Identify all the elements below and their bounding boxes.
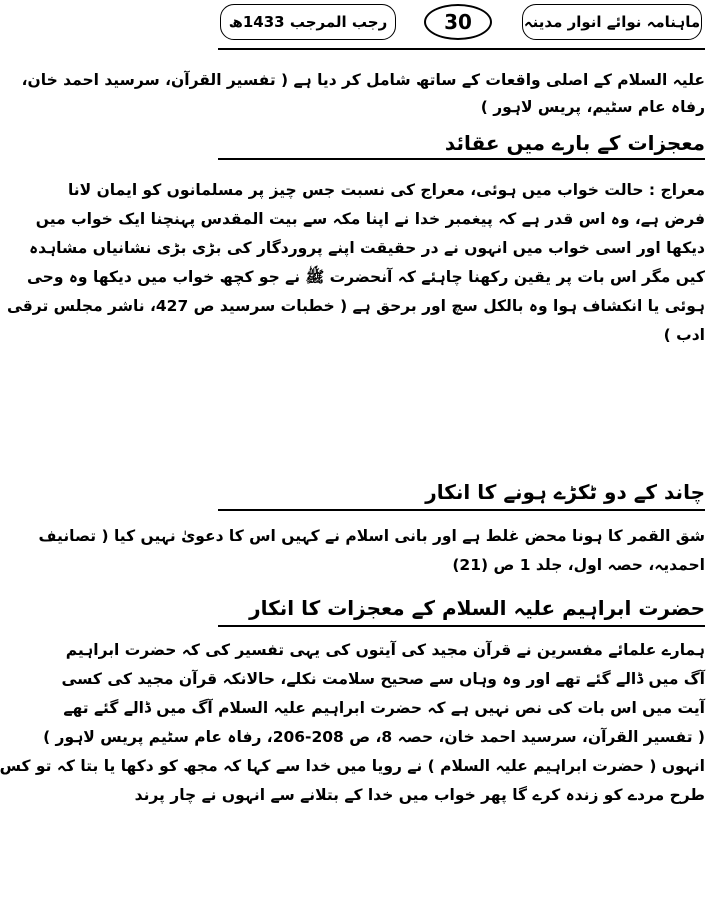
section-2-line-2: احمدیہ، حصہ اول، جلد 1 ص (21) [452,556,705,574]
magazine-title [522,4,702,40]
intro-line-1: علیہ السلام کے اصلی واقعات کے ساتھ شامل کر دیا ہے ( تفسیر القرآن، سرسید احمد خان، [21,71,705,89]
section-3-line-1: ہمارے علمائے مفسرین نے قرآن مجید کی آیتوں کی یہی تفسیر کی کہ حضرت ابراہیم [65,641,705,659]
header-divider [218,48,705,50]
section-rule-3 [218,625,705,627]
section-1-line-3: دیکھا اور اسی خواب میں انہوں نے در حقیقت اپنے پروردگار کی بڑی بڑی نشانیاں مشاہدہ [29,239,705,257]
section-3-line-2: آگ میں ڈالے گئے تھے اور وہ وہاں سے صحیح سلامت نکلے، حالانکہ قرآن مجید کی کسی [61,670,705,688]
section-3-line-3: آیت میں اس بات کی نص نہیں ہے کہ حضرت ابراہیم علیہ السلام آگ میں ڈالے گئے تھے [63,699,705,717]
section-rule-1 [218,158,705,160]
page-number [424,4,492,40]
section-3-line-4: ( تفسیر القرآن، سرسید احمد خان، حصہ 8، ص 208-206، رفاہ عام سٹیم پریس لاہور ) [43,728,705,746]
magazine-title-text: ماہنامہ نوائے انوار مدینہ [523,13,701,31]
section-2-line-1: شق القمر کا ہونا محض غلط ہے اور بانی اسلام نے کہیں اس کا دعویٰ نہیں کیا ( تصانیف [38,527,705,545]
issue-date-text: رجب المرجب 1433ھ [228,13,388,31]
section-heading-moon: چاند کے دو ٹکڑے ہونے کا انکار [425,480,705,504]
section-heading-ibrahim: حضرت ابراہیم علیہ السلام کے معجزات کا انکار [249,596,705,620]
section-heading-miracles: معجزات کے بارے میں عقائد [444,131,705,155]
section-3-line-5: انہوں ( حضرت ابراہیم علیہ السلام ) نے رویا میں خدا سے کہا کہ مجھ کو دکھا یا بتا کہ تو کس [0,757,705,775]
section-1-line-2: فرض ہے، وہ اس قدر ہے کہ پیغمبر خدا نے اپنا مکہ سے بیت المقدس پہنچنا ایک خواب میں [35,210,705,228]
intro-line-2: رفاہ عام سٹیم، پریس لاہور ) [480,98,705,116]
issue-date [220,4,396,40]
section-1-line-1: معراج : حالت خواب میں ہوئی، معراج کی نسبت جس چیز پر مسلمانوں کو ایمان لانا [67,181,705,199]
section-3-line-6: طرح مردے کو زندہ کرے گا پھر خواب میں خدا کے بتلانے سے انہوں نے چار پرند [134,786,705,804]
page-number-text: 30 [444,10,472,34]
section-1-line-5: ہوئی یا انکشاف ہوا وہ بالکل سچ اور برحق ہے ( خطبات سرسید ص 427، ناشر مجلس ترقی [6,297,705,315]
section-1-line-6: ادب ) [663,326,705,344]
section-1-line-4: کیں مگر اس بات پر یقین رکھنا چاہئے کہ آنحضرت ﷺ نے جو کچھ خواب میں دیکھا وہ وحی [26,268,705,286]
section-rule-2 [218,509,705,511]
